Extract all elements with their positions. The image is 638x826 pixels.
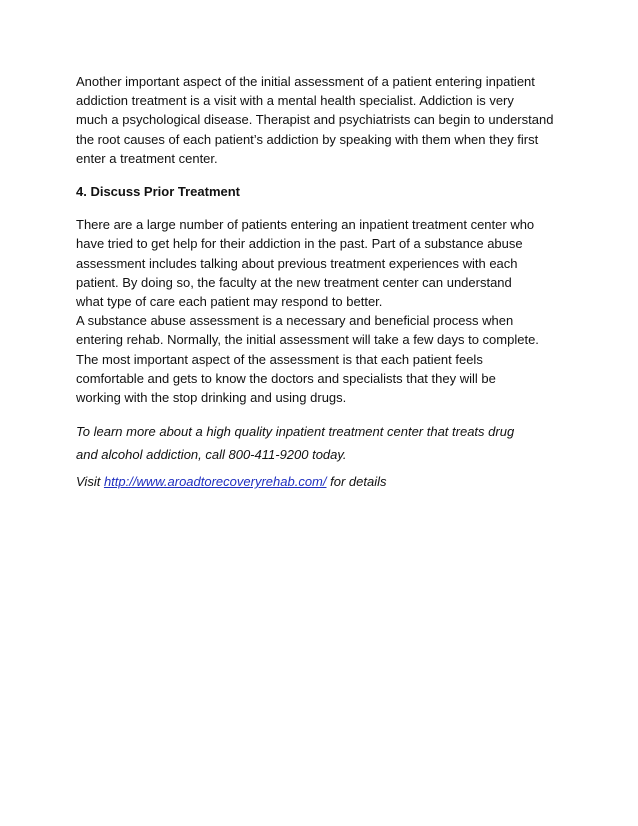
paragraph-prior-treatment bbox=[76, 215, 576, 311]
document-body bbox=[76, 72, 576, 491]
paragraph-line: assessment includes talking about previous treatment experiences with each bbox=[76, 255, 518, 271]
cta-line: To learn more about a high quality inpatient treatment center that treats drug bbox=[76, 424, 515, 440]
cta-line: and alcohol addiction, call 800-411-9200 today. bbox=[76, 446, 347, 462]
paragraph-line: There are a large number of patients entering an inpatient treatment center who bbox=[76, 217, 535, 233]
call-to-action bbox=[76, 421, 576, 466]
paragraph-mental-health bbox=[76, 72, 576, 168]
section-heading: 4. Discuss Prior Treatment bbox=[76, 184, 241, 200]
paragraph-line: patient. By doing so, the faculty at the new treatment center can understand bbox=[76, 274, 512, 290]
paragraph-line: have tried to get help for their addiction in the past. Part of a substance abuse bbox=[76, 236, 523, 252]
visit-prefix: Visit bbox=[76, 474, 104, 490]
paragraph-line: entering rehab. Normally, the initial assessment will take a few days to complete. bbox=[76, 332, 539, 348]
paragraph-line: working with the stop drinking and using drugs. bbox=[76, 390, 347, 406]
paragraph-line: A substance abuse assessment is a necessary and beneficial process when bbox=[76, 313, 514, 329]
paragraph-line: much a psychological disease. Therapist and psychiatrists can begin to understand bbox=[76, 112, 554, 128]
paragraph-line: what type of care each patient may respond to better. bbox=[76, 294, 383, 310]
paragraph-line: addiction treatment is a visit with a mental health specialist. Addiction is very bbox=[76, 93, 514, 109]
paragraph-assessment bbox=[76, 311, 576, 407]
visit-suffix: for details bbox=[326, 474, 387, 490]
paragraph-line: enter a treatment center. bbox=[76, 150, 218, 166]
paragraph-line: Another important aspect of the initial assessment of a patient entering inpatient bbox=[76, 74, 535, 89]
paragraph-line: The most important aspect of the assessment is that each patient feels bbox=[76, 351, 483, 367]
paragraph-line: the root causes of each patient’s addiction by speaking with them when they first bbox=[76, 131, 539, 147]
visit-line bbox=[76, 472, 576, 491]
website-link[interactable]: http://www.aroadtorecoveryrehab.com/ bbox=[103, 474, 327, 490]
paragraph-line: comfortable and gets to know the doctors and specialists that they will be bbox=[76, 370, 496, 386]
